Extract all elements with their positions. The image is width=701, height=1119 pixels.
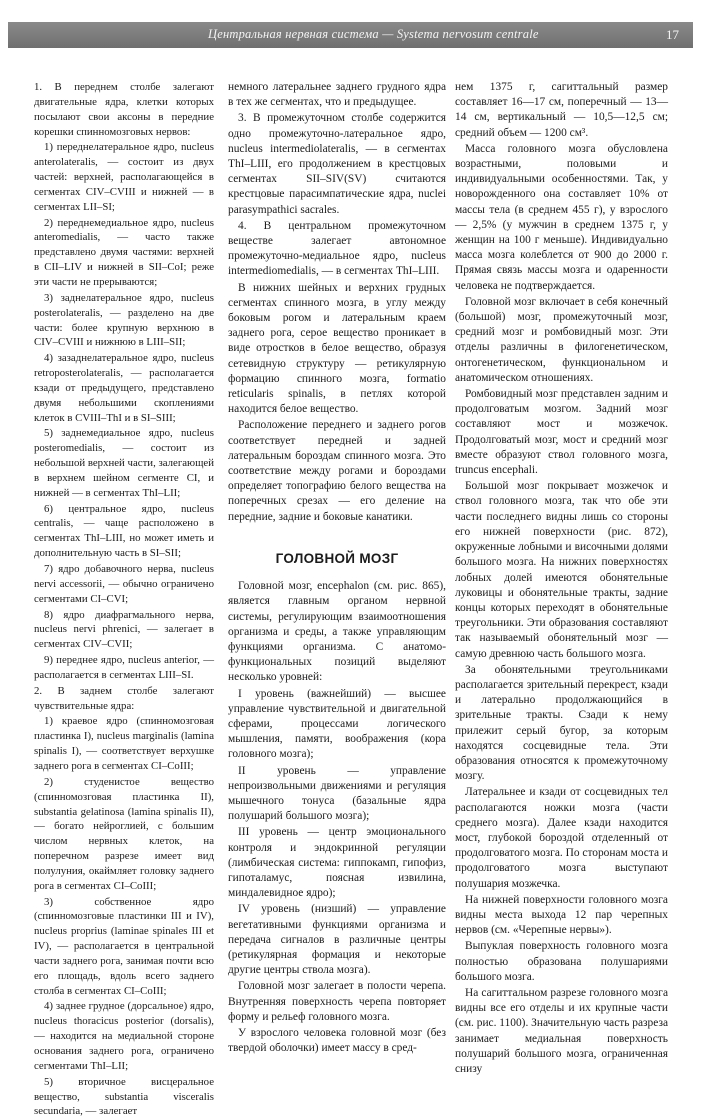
paragraph: немного латеральнее заднего грудного ядра в тех же сегментах, что и предыдущее. — [228, 81, 446, 109]
paragraph: 3) заднелатеральное ядро, nucleus posterolateralis, — разделено на две части: более крупную верхнюю в CIV–CVIII и нижнюю в LIII–SII; — [34, 291, 214, 349]
text-column-middle — [228, 80, 446, 1055]
paragraph: Выпуклая поверхность головного мозга полностью образована полушариями большого мозга. — [455, 940, 668, 983]
paragraph: 4) зазаднелатеральное ядро, nucleus retroposterolateralis, — располагается кзади от предыдущего, представлено двумя небольшими скоплениями клеток в CVIII–ThI и в SI–SIII; — [34, 352, 214, 424]
paragraph: 4. В центральном промежуточном веществе залегает автономное промежуточно-медиальное ядро, nucleus intermediomedialis, — в сегментах ThI–LIII. — [228, 219, 446, 278]
running-header-title: Центральная нервная система — Systema nervosum centrale — [208, 27, 539, 41]
paragraph: На нижней поверхности головного мозга видны места выхода 12 пар черепных нервов (см. «Черепные нервы»). — [455, 893, 668, 937]
paragraph: 3. В промежуточном столбе содержится одно промежуточно-латеральное ядро, nucleus intermediolateralis, — в сегментах ThI–LIII, его продолжением в крестцовых сегментах SII–SIV(SV) считаются крестцовые парасимпатические ядра, nuclei parasympathici sacrales. — [228, 112, 446, 216]
paragraph: 5) заднемедиальное ядро, nucleus posteromedialis, — состоит из небольшой верхней части, залегающей в верхнем шейном сегменте CI, и нижней — в сегментах ThI–LII; — [34, 427, 214, 499]
paragraph: III уровень — центр эмоционального контроля и эндокринной регуляции (лимбическая система: гиппокамп, гипофиз, гипоталамус, поясная извилина, миндалевидное ядро); — [228, 826, 446, 900]
paragraph: На сагиттальном разрезе головного мозга видны все его отделы и их крупные части (см. рис. 1100). Значительную часть разреза занимает медиальная поверхность полушарий большого мозга, ограниченная снизу — [455, 986, 668, 1075]
paragraph: Головной мозг залегает в полости черепа. Внутренняя поверхность черепа повторяет форму и рельеф головного мозга. — [228, 980, 446, 1023]
paragraph: Латеральнее и кзади от сосцевидных тел располагаются ножки мозга (части среднего мозга). Далее кзади находится мост, глубокой бороздой отделенный от продолговатого мозга. По сторонам моста и продолговатого мозга выступают полушария мозжечка. — [455, 786, 668, 890]
paragraph: IV уровень (низший) — управление вегетативными функциями организма и передача сигналов в различные центры (ретикулярная формация и некоторые другие центры ствола мозга). — [228, 903, 446, 977]
paragraph: Ромбовидный мозг представлен задним и продолговатым мозгом. Задний мозг составляют мост и мозжечок. Продолговатый мозг, мост и средний мозг вместе образуют ствол головного мозга, truncus encephali. — [455, 388, 668, 477]
paragraph: У взрослого человека головной мозг (без твердой оболочки) имеет массу в сред- — [228, 1026, 446, 1055]
paragraph: Расположение переднего и заднего рогов соответствует передней и задней латеральным бороздам спинного мозга. Это соответствие между рогами и бороздами определяет топографию белого вещества на поперечных срезах — его деление на передние, задние и боковые канатики. — [228, 419, 446, 523]
paragraph: 3) собственное ядро (спинномозговые пластинки III и IV), nucleus proprius (laminae spinales III et IV), — располагается в центральной части заднего рога, занимая почти всю его площадь, вдоль всего заднего столба в сегментах CI–CoIII; — [34, 895, 214, 997]
paragraph: 2. В заднем столбе залегают чувствительные ядра: — [34, 684, 214, 712]
running-header — [8, 22, 693, 48]
paragraph: 1. В переднем столбе залегают двигательные ядра, клетки которых посылают свои аксоны в передние корешки спинномозговых нервов: — [34, 81, 214, 138]
text-column-left — [34, 80, 214, 1118]
paragraph: Масса головного мозга обусловлена возрастными, половыми и индивидуальными особенностями. Так, у новорожденного она составляет 10% от массы тела (в среднем 455 г), у взрослого — 2,5% (у мужчин в среднем 1375 г, у женщин на 100 г меньше). Индивидуально масса мозга колеблется от 900 до 2000 г. Прямая связь массы мозга и одаренности человека не подтверждается. — [455, 142, 668, 292]
paragraph: Большой мозг покрывает мозжечок и ствол головного мозга, так что обе эти части последнего видны лишь со стороны его нижней поверхности (рис. 872), окруженные лобными и височными долями большого мозга. На нижних поверхностях лобных долей имеются обонятельные луковицы и обонятельные тракты, задние концы которых переходят в обонятельные треугольники. Эти образования составляют так называемый обонятельный мозг — самую древнюю часть большого мозга. — [455, 480, 668, 660]
paragraph: I уровень (важнейший) — высшее управление чувствительной и двигательной сферами, процессами логического мышления, памяти, воображения (кора головного мозга); — [228, 687, 446, 761]
section-heading: ГОЛОВНОЙ МОЗГ — [275, 550, 399, 566]
paragraph: 1) краевое ядро (спинномозговая пластинка I), nucleus marginalis (lamina spinalis I), — соответствует верхушке заднего рога в сегментах CI–CoIII; — [34, 715, 214, 772]
paragraph: 2) переднемедиальное ядро, nucleus anteromedialis, — часто также представлено двумя частями: верхней в CII–LIV и нижней в SII–CoI; реже эти части не прерываются; — [34, 216, 214, 288]
paragraph: нем 1375 г, сагиттальный размер составляет 16—17 см, поперечный — 13—14 см, вертикальный — 10,5—12,5 см; средний объем — 1200 см³. — [455, 81, 668, 139]
paragraph: II уровень — управление непроизвольными движениями и регуляция мышечного тонуса (базальные ядра полушарий большого мозга); — [228, 764, 446, 823]
page-number: 17 — [666, 27, 679, 42]
paragraph: 2) студенистое вещество (спинномозговая пластинка II), substantia gelatinosa (lamina spinalis II), — богато нейроглией, с большим числом нервных клеток, на поперечном разрезе имеет вид полулуния, окаймляет головку заднего рога в сегментах CI–CoIII; — [34, 775, 214, 892]
paragraph: 7) ядро добавочного нерва, nucleus nervi accessorii, — обычно ограничено сегментами CI–CVI; — [34, 563, 214, 605]
paragraph: 6) центральное ядро, nucleus centralis, — чаще расположено в сегментах ThI–LIII, но может иметь и дополнительную часть в SI–SII; — [34, 502, 214, 560]
paragraph: 8) ядро диафрагмального нерва, nucleus nervi phrenici, — залегает в сегментах CIV–CVII; — [34, 608, 214, 651]
paragraph: 5) вторичное висцеральное вещество, substantia visceralis secundaria, — залегает — [34, 1075, 214, 1118]
paragraph: 1) переднелатеральное ядро, nucleus anterolateralis, — состоит из двух частей: верхней, располагающейся в сегментах CIV–CVIII и нижней — в сегментах LII–SI; — [34, 141, 214, 213]
paragraph: Головной мозг, encephalon (см. рис. 865), является главным органом нервной системы, регулирующим взаимоотношения организма и среды, а также управляющим функциями организма. С анатомо-функциональных позиций выделяют несколько уровней: — [228, 580, 446, 684]
paragraph: 4) заднее грудное (дорсальное) ядро, nucleus thoracicus posterior (dorsalis), — находится на медиальной стороне основания заднего рога, ограничено сегментами ThI–LII; — [34, 1000, 214, 1072]
text-column-right — [455, 80, 668, 1075]
paragraph: За обонятельными треугольниками располагается зрительный перекрест, кзади и латерально продолжающийся в зрительные тракты. Сзади к нему прилежит серый бугор, за которым находятся сосцевидные тела. Эти образования относятся к промежуточному мозгу. — [455, 663, 668, 783]
paragraph: В нижних шейных и верхних грудных сегментах спинного мозга, в углу между боковым рогом и латеральным краем заднего рога, серое вещество проникает в виде отростков в белое вещество, образуя сетевидную структуру — ретикулярную формацию спинного мозга, formatio reticularis spinalis, в петлях которой находится белое вещество. — [228, 281, 446, 416]
paragraph: 9) переднее ядро, nucleus anterior, — располагается в сегментах LIII–SI. — [34, 654, 214, 681]
paragraph: Головной мозг включает в себя конечный (большой) мозг, промежуточный мозг, средний мозг и ромбовидный мозг. Эти отделы различны в филогенетическом, онтогенетическом, функциональном и анатомическом отношениях. — [455, 295, 668, 384]
